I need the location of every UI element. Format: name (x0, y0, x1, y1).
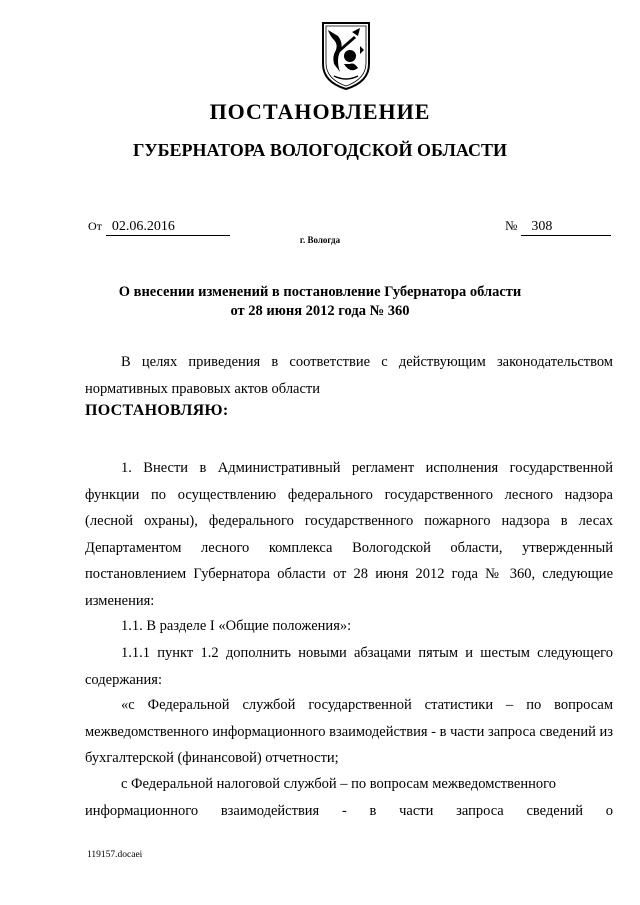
subject-line-1: О внесении изменений в постановление Губернатора области (118, 284, 522, 300)
number-value: 308 (521, 219, 611, 236)
quote-2-line-2: информационного взаимодействия - в части запроса сведений о (85, 802, 613, 819)
resolve-heading: ПОСТАНОВЛЯЮ: (85, 402, 229, 419)
date-label: От (88, 219, 102, 233)
paragraph-1-1: 1.1. В разделе I «Общие положения»: (121, 618, 352, 634)
quote-2-line-1: с Федеральной налоговой службой – по вопросам межведомственного (121, 776, 556, 792)
file-name-footer: 119157.docaei (87, 850, 143, 860)
intro-paragraph: В целях приведения в соответствие с действующим законодательством нормативных правовых актов области (85, 354, 613, 397)
coat-of-arms-icon (320, 20, 372, 92)
document-subject (0, 283, 640, 321)
subject-line-2: от 28 июня 2012 года № 360 (230, 303, 410, 319)
paragraph-1: 1. Внести в Административный регламент исполнения государственной функции по осуществлению федерального государственного лесного надзора (лесной охраны), федерального государственного пожарного надзора в лесах Департаментом лесного комплекса Вологодской области, утвержденный постановлением Губернатора области от 28 июня 2012 года № 360, следующие изменения: (85, 460, 613, 609)
number-label: № (505, 218, 518, 233)
number-line (505, 218, 611, 236)
date-value: 02.06.2016 (106, 219, 230, 236)
quote-paragraph-1: «с Федеральной службой государственной статистики – по вопросам межведомственного информационного взаимодействия - в части запроса сведений из бухгалтерской (финансовой) отчетности; (85, 697, 613, 766)
document-type-title: ПОСТАНОВЛЕНИЕ (209, 99, 431, 124)
city-label: г. Вологда (299, 235, 341, 245)
date-line (88, 218, 230, 236)
issuer-title: ГУБЕРНАТОРА ВОЛОГОДСКОЙ ОБЛАСТИ (132, 140, 508, 160)
paragraph-1-1-1: 1.1.1 пункт 1.2 дополнить новыми абзацами пятым и шестым следующего содержания: (85, 645, 613, 688)
quote-paragraph-2 (85, 771, 613, 824)
